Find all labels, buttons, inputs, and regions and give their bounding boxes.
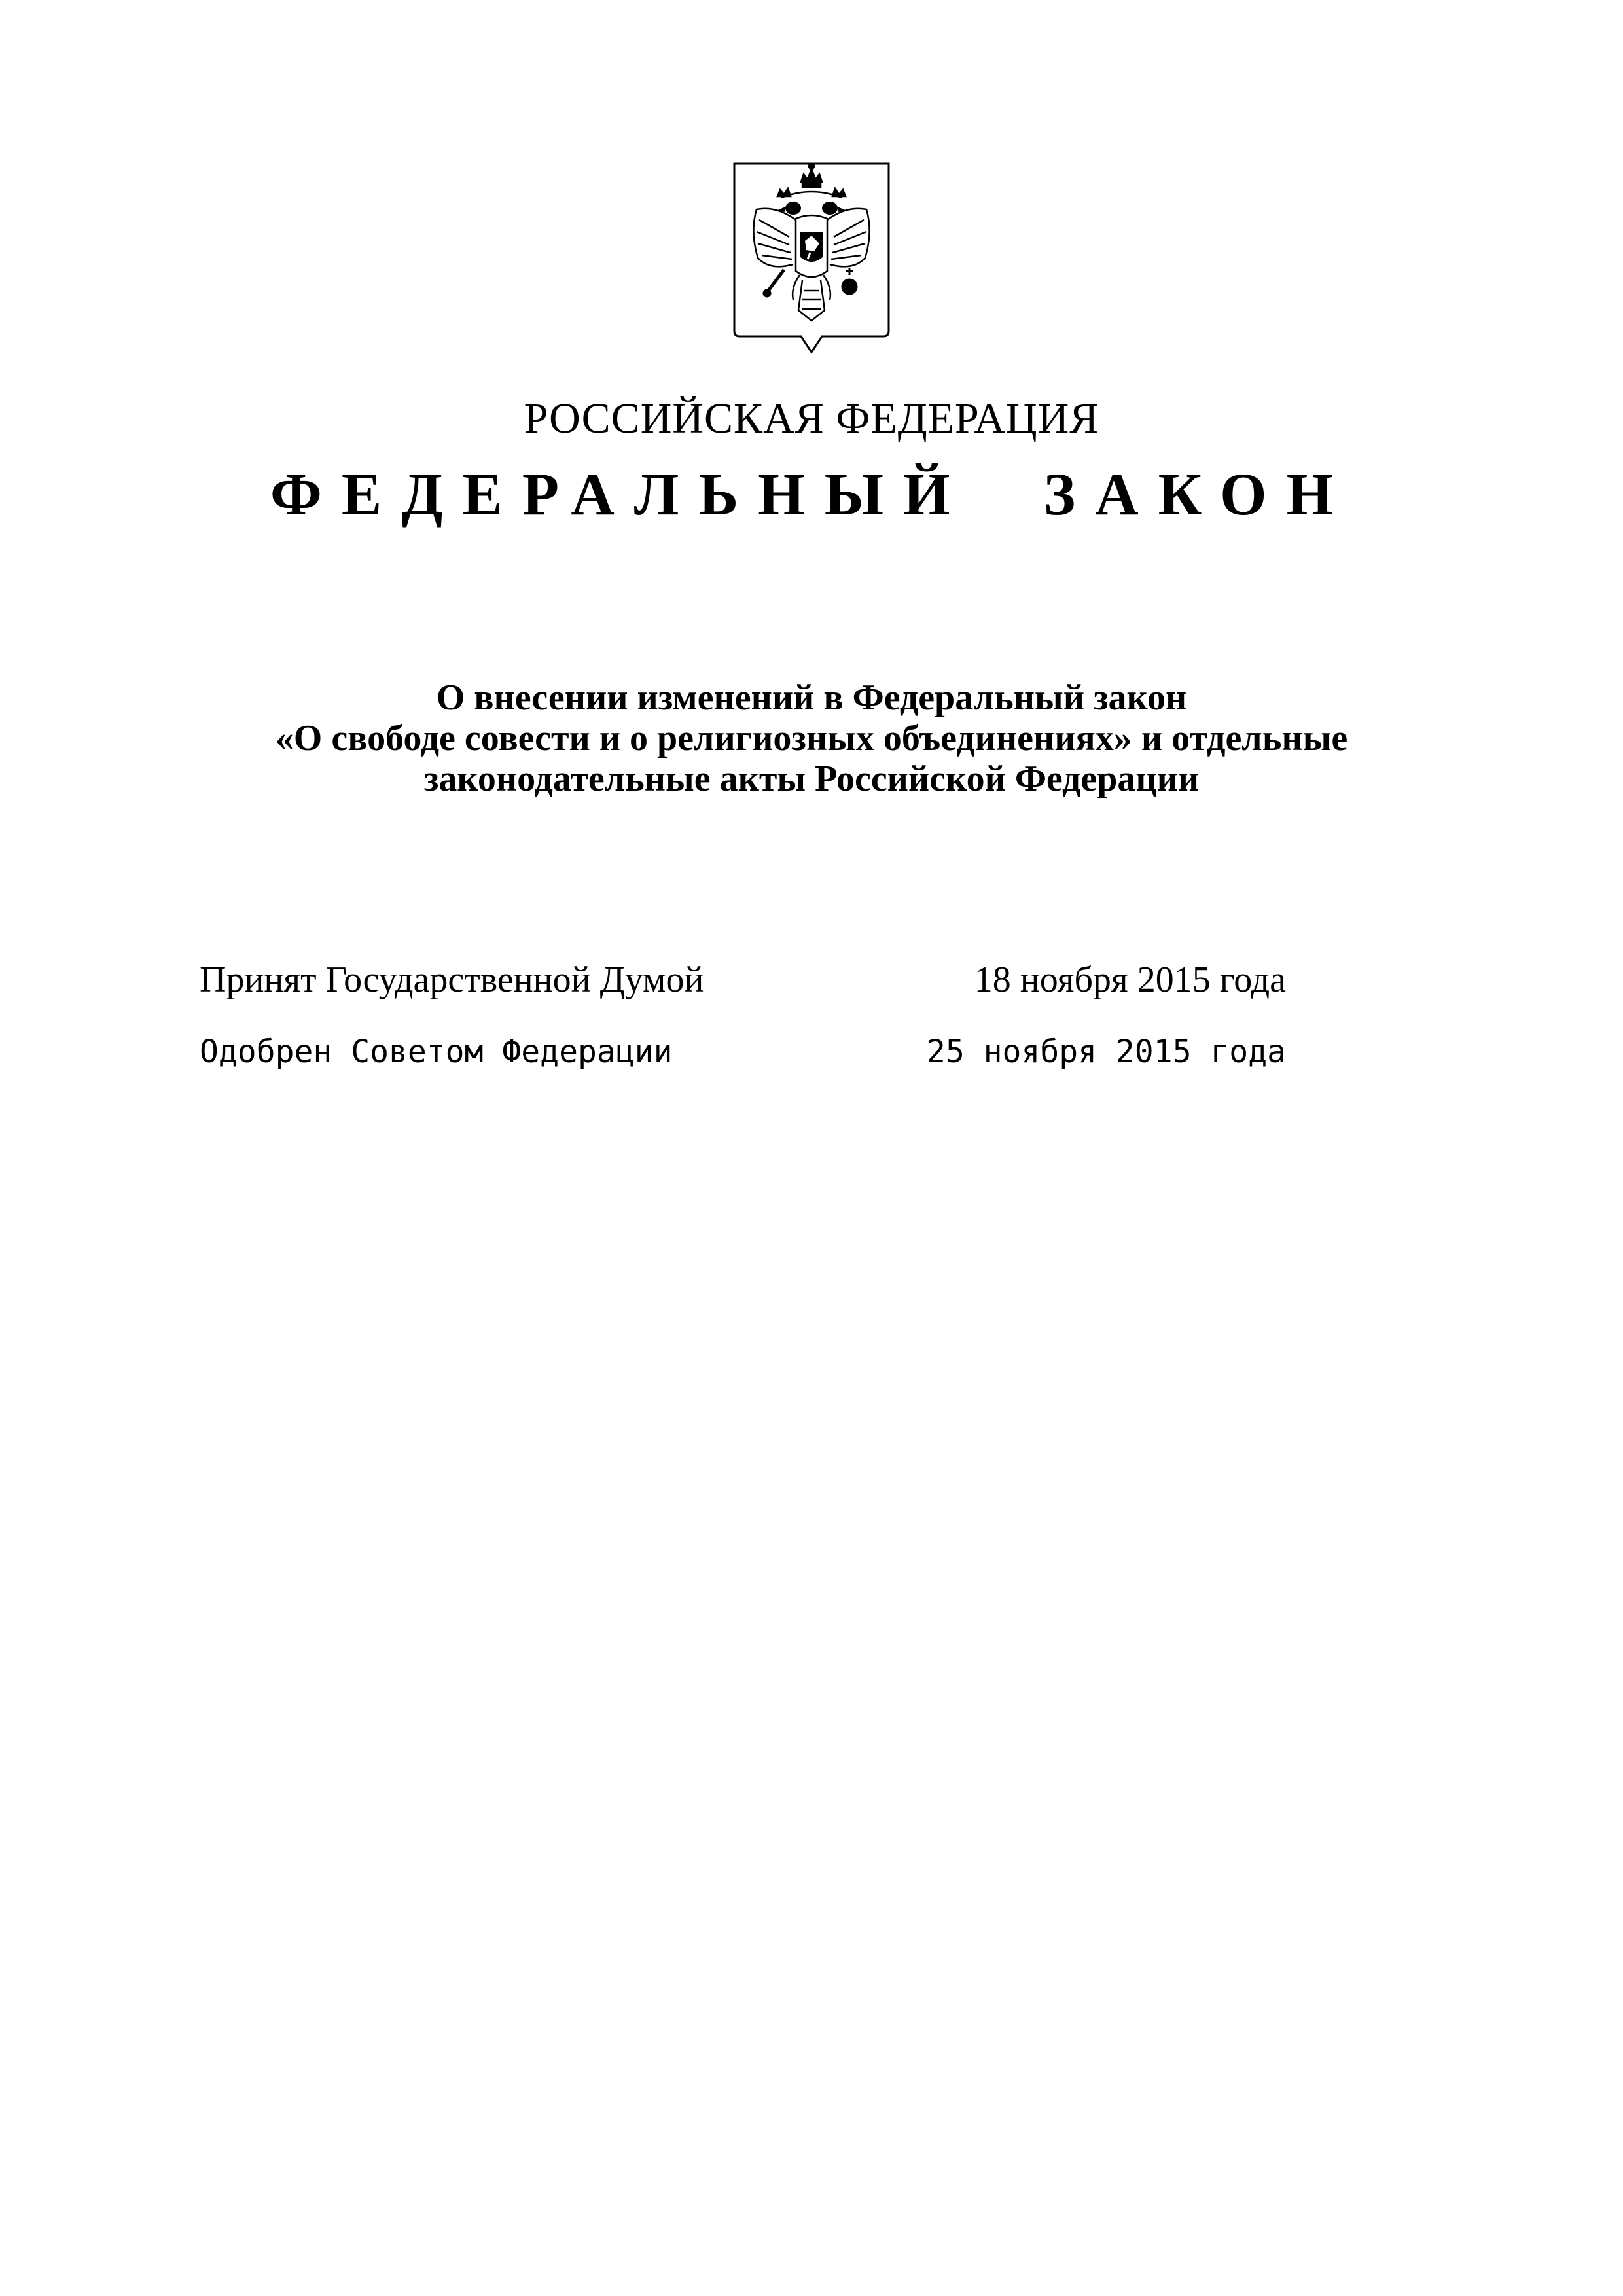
law-title [0, 677, 1623, 799]
duma-adoption-label: Принят Государственной Думой [200, 960, 704, 1000]
council-approval-date: 25 ноября 2015 года [926, 1033, 1286, 1070]
country-name: РОССИЙСКАЯ ФЕДЕРАЦИЯ [524, 395, 1099, 442]
law-title-line: законодательные акты Российской Федерации [423, 759, 1200, 799]
document-type: ФЕДЕРАЛЬНЫЙ ЗАКОН [270, 461, 1353, 528]
duma-adoption-date: 18 ноября 2015 года [974, 960, 1286, 1000]
law-title-line: О внесении изменений в Федеральный закон [436, 677, 1187, 718]
russian-coat-of-arms-icon [730, 160, 893, 356]
law-title-line: «О свободе совести и о религиозных объединениях» и отдельные [275, 718, 1348, 759]
council-approval-label: Одобрен Советом Федерации [200, 1033, 673, 1070]
